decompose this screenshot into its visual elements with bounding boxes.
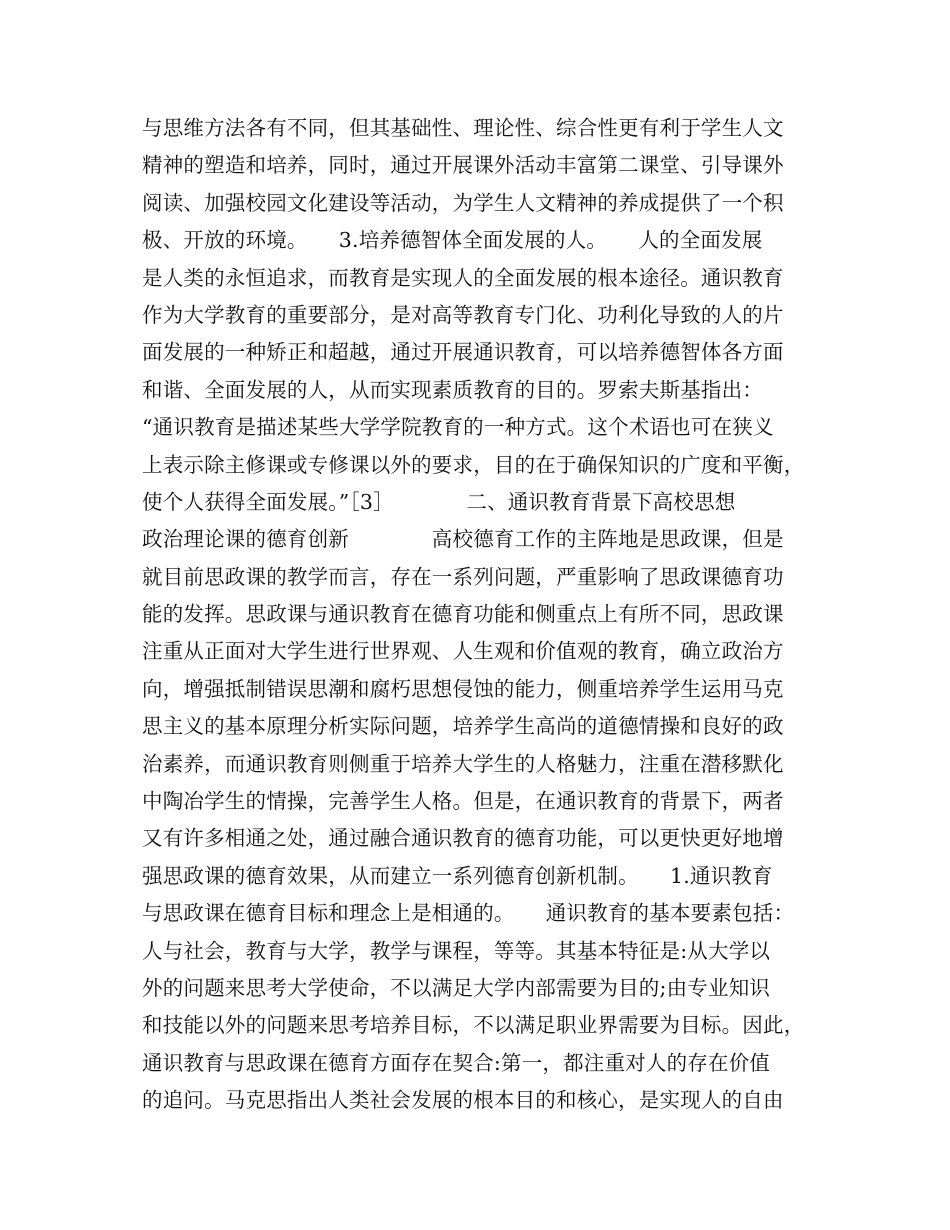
text-line: 是人类的永恒追求，而教育是实现人的全面发展的根本途径。通识教育 <box>142 265 784 290</box>
text-line: 作为大学教育的重要部分，是对高等教育专门化、功利化导致的人的片 <box>142 302 784 327</box>
text-line: 就目前思政课的教学而言，存在一系列问题，严重影响了思政课德育功 <box>142 564 784 589</box>
text-line: 和谐、全面发展的人，从而实现素质教育的目的。罗索夫斯基指出： <box>142 377 763 402</box>
body-text <box>142 110 842 1120</box>
text-line: 人与社会，教育与大学，教学与课程，等等。其基本特征是:从大学以 <box>142 938 771 963</box>
text-line: 通识教育与思政课在德育方面存在契合:第一，都注重对人的存在价值 <box>142 1050 771 1075</box>
text-line: 使个人获得全面发展。”［3］ 二、通识教育背景下高校思想 <box>142 489 736 514</box>
text-line: 外的问题来思考大学使命，不以满足大学内部需要为目的;由专业知识 <box>142 975 771 1000</box>
text-line: 与思政课在德育目标和理念上是相通的。 通识教育的基本要素包括： <box>142 901 795 926</box>
text-line: 又有许多相通之处，通过融合通识教育的德育功能，可以更快更好地增 <box>142 826 784 851</box>
text-line: 极、开放的环境。 3.培养德智体全面发展的人。 人的全面发展 <box>142 228 763 253</box>
text-line: 中陶冶学生的情操，完善学生人格。但是，在通识教育的背景下，两者 <box>142 789 784 814</box>
text-line: 思主义的基本原理分析实际问题，培养学生高尚的道德情操和良好的政 <box>142 714 784 739</box>
text-line: 阅读、加强校园文化建设等活动，为学生人文精神的养成提供了一个积 <box>142 190 784 215</box>
text-line: 注重从正面对大学生进行世界观、人生观和价值观的教育，确立政治方 <box>142 639 784 664</box>
text-line: 能的发挥。思政课与通识教育在德育功能和侧重点上有所不同，思政课 <box>142 602 784 627</box>
text-line: 强思政课的德育效果，从而建立一系列德育创新机制。 1.通识教育 <box>142 863 773 888</box>
text-line: 治素养，而通识教育则侧重于培养大学生的人格魅力，注重在潜移默化 <box>142 751 784 776</box>
text-line: 精神的塑造和培养，同时，通过开展课外活动丰富第二课堂、引导课外 <box>142 153 784 178</box>
text-line: “通识教育是描述某些大学学院教育的一种方式。这个术语也可在狭义 <box>142 415 774 440</box>
text-line: 的追问。马克思指出人类社会发展的根本目的和核心，是实现人的自由 <box>142 1088 784 1113</box>
text-line: 政治理论课的德育创新 高校德育工作的主阵地是思政课，但是 <box>142 527 784 552</box>
text-line: 向，增强抵制错误思潮和腐朽思想侵蚀的能力，侧重培养学生运用马克 <box>142 676 784 701</box>
text-line: 面发展的一种矫正和超越，通过开展通识教育，可以培养德智体各方面 <box>142 340 784 365</box>
text-line: 上表示除主修课或专修课以外的要求，目的在于确保知识的广度和平衡， <box>142 452 805 477</box>
text-line: 与思维方法各有不同，但其基础性、理论性、综合性更有利于学生人文 <box>142 116 784 140</box>
text-line: 和技能以外的问题来思考培养目标，不以满足职业界需要为目标。因此， <box>142 1013 805 1038</box>
